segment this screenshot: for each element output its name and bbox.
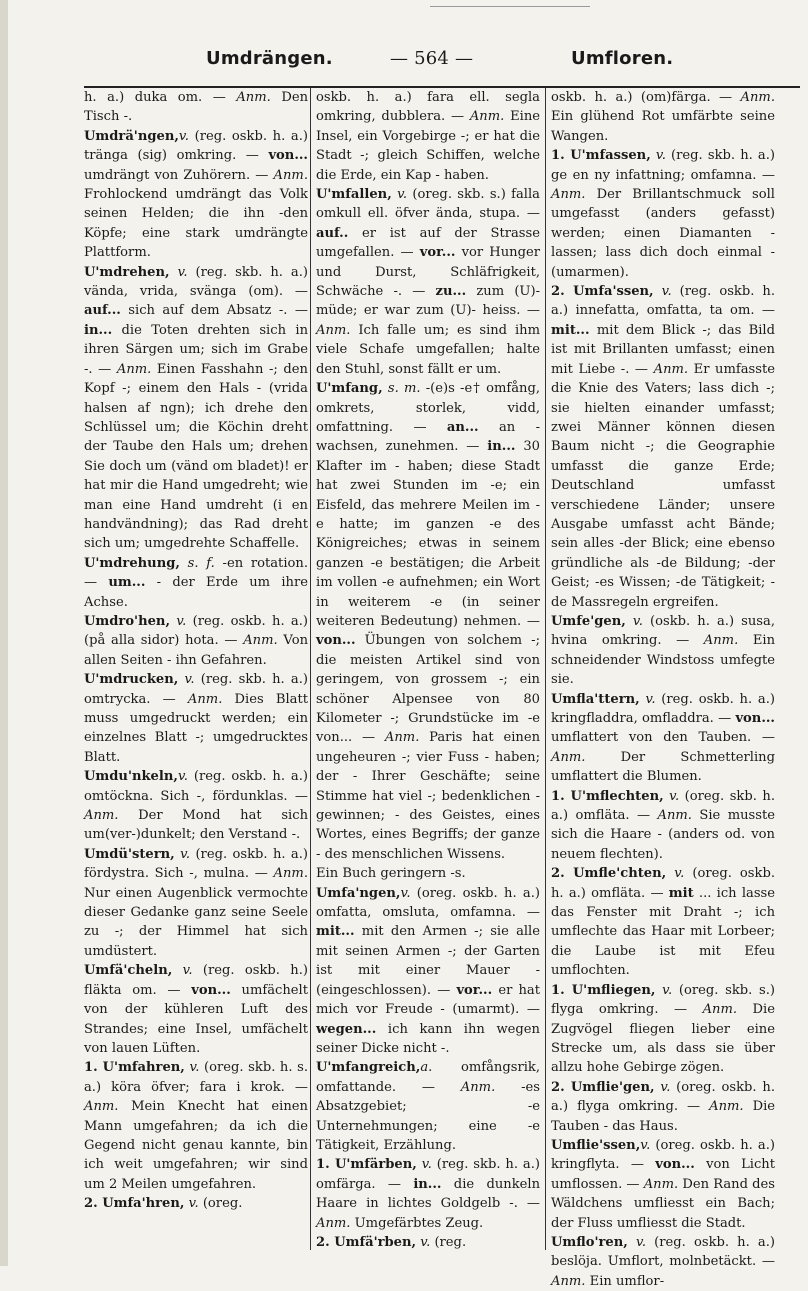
- entry-text: (reg.: [430, 1234, 467, 1250]
- entry-headword: mit: [668, 885, 694, 901]
- entry-text: Frohlockend umdrängt das Volk seinen Helden; die ihn -den Köpfe; eine stark umdrängte Plattform.: [84, 187, 308, 261]
- entry-abbreviation: v.: [177, 769, 188, 785]
- entry-text: (reg. oskb. h. a.) omtöckna. Sich -, fördunklas. —: [84, 769, 308, 804]
- entry-text: -es Absatzgebiet; -e Unternehmungen; eine -e Tätigkeit, Erzählung.: [316, 1079, 540, 1153]
- entry-abbreviation: Anm.: [384, 730, 420, 746]
- entry-text: Die Tauben - das Haus.: [551, 1099, 775, 1134]
- entry-text: umfächelt von der kühleren Luft des Strandes; eine Insel, umfächelt von lauen Lüften.: [84, 982, 308, 1056]
- dictionary-entry: [551, 864, 775, 980]
- entry-abbreviation: v.: [188, 1196, 199, 1212]
- entry-headword: von...: [191, 982, 231, 998]
- entry-abbreviation: Anm.: [643, 1176, 679, 1192]
- entry-abbreviation: Anm.: [236, 90, 271, 105]
- entry-text: ich kann ihn wegen seiner Dicke nicht -.: [316, 1021, 540, 1056]
- entry-headword: Umflie'ssen,: [551, 1137, 641, 1153]
- dictionary-entry: [84, 845, 308, 961]
- entry-text: mit den Armen -; sie alle mit seinen Armen -; der Garten ist mit einer Mauer - (eingeschlossen). —: [316, 924, 540, 998]
- entry-text: Eine Insel, ein Vorgebirge -; er hat die Stadt -; gleich Schiffen, welche die Erde, ein Kap - haben.: [316, 109, 540, 183]
- entry-text: mit dem Blick -; das Bild ist mit Brillanten umfasst; einen mit Liebe -. —: [551, 322, 775, 377]
- entry-text: Der Mond hat sich um(ver-)dunkelt; den Verstand -.: [84, 808, 308, 843]
- entry-headword: in...: [84, 322, 113, 338]
- dictionary-entry: [316, 1155, 540, 1233]
- entry-abbreviation: Anm.: [84, 808, 119, 824]
- entry-abbreviation: v.: [176, 613, 187, 629]
- entry-headword: mit...: [551, 322, 590, 338]
- entry-text: 30 Klafter im - haben; diese Stadt hat zwei Stunden im -e; ein Eisfeld, das mehrere Meilen im -e hatte; im ganzen -e des Königreiches; etwas in seinem ganzen -e bestätigen; die Arbeit im vollen -e aufnehmen; ein Wort in weiterem -e (in seiner weiteren Bedeutung) nehmen. —: [316, 439, 540, 629]
- page-edge: [0, 0, 8, 1266]
- dictionary-entry: [316, 185, 540, 379]
- entry-text: (oreg. oskb. h. a.) omfläta. —: [551, 866, 776, 901]
- entry-headword: Umfla'ttern,: [551, 691, 640, 707]
- entry-headword: 2. Umfle'chten,: [551, 866, 667, 882]
- entry-headword: 1. U'mflechten,: [551, 788, 664, 804]
- entry-text: (oreg. skb. s.) flyga omkring. —: [551, 982, 775, 1018]
- entry-abbreviation: Anm.: [740, 90, 775, 105]
- entry-text: (oreg. skb. h. a.) omfläta. —: [551, 788, 775, 824]
- entry-text: [628, 1235, 636, 1250]
- entry-abbreviation: Anm.: [709, 1099, 744, 1115]
- entry-text: Umgefärbtes Zeug.: [350, 1215, 484, 1231]
- entry-headword: 2. Umfä'rben,: [316, 1234, 417, 1250]
- entry-text: Von allen Seiten - ihn Gefahren.: [84, 633, 309, 668]
- entry-text: omfångsrik, omfattande. —: [316, 1060, 540, 1095]
- entry-text: (reg. oskb. h. a.) tränga (sig) omkring. —: [84, 128, 308, 164]
- entry-abbreviation: Anm.: [273, 167, 308, 183]
- header-last-word: Umfloren.: [571, 48, 674, 69]
- entry-headword: wegen...: [316, 1021, 377, 1037]
- entry-text: er ist auf der Strasse umgefallen. —: [316, 225, 540, 261]
- entry-text: (reg. oskb. h. a.) (på alla sidor) hota. —: [84, 613, 308, 649]
- entry-text: Ein Buch geringern -s.: [316, 866, 466, 882]
- entry-abbreviation: v.: [397, 187, 408, 203]
- entry-headword: vor...: [419, 245, 456, 261]
- dictionary-entry: [316, 884, 540, 1059]
- entry-text: Er umfasste die Knie des Vaters; lass dich -; sie hielten einander umfasst; zwei Männer können diesen Baum nicht -; die Geographie umfasst die ganze Erde; Deutschland umfasst verschiedene Länder; unsere Ausgabe umfasst acht Bände; sein alles -der Blick; eine ebenso gründliche als -de Bildung; -der Geist; -es Wissen; -de Tätigkeit; -de Massregeln ergreifen.: [551, 361, 775, 610]
- entry-headword: 2. Umfa'hren,: [84, 1196, 185, 1212]
- entry-text: - der Erde um ihre Achse.: [84, 575, 308, 610]
- entry-abbreviation: v.: [184, 672, 195, 688]
- dictionary-entry: [551, 146, 775, 282]
- column-divider: [310, 88, 311, 1250]
- entry-text: an - wachsen, zunehmen. —: [316, 419, 540, 455]
- entry-text: Den Tisch -.: [84, 90, 309, 125]
- entry-headword: von...: [268, 148, 308, 164]
- entry-text: (oreg. oskb. h. a.) flyga omkring. —: [551, 1079, 775, 1115]
- entry-abbreviation: Anm.: [653, 361, 689, 377]
- column-divider: [545, 88, 546, 1250]
- entry-text: sich auf dem Absatz -. —: [120, 303, 308, 319]
- header-first-word: Umdrängen.: [206, 48, 333, 69]
- dictionary-entry: [316, 88, 540, 185]
- entry-headword: Umdro'hen,: [84, 613, 170, 629]
- entry-abbreviation: s. m.: [387, 381, 421, 397]
- dictionary-entry: [551, 282, 775, 612]
- entry-text: umdrängt von Zuhörern. —: [84, 167, 274, 183]
- entry-text: Einen Fasshahn -; den Kopf -; einem den Hals - (vrida halsen af ngn); ich drehe den Schlüssel um; die Köchin dreht der Taube den Hals um; drehen Sie doch um (vänd om bladet)! er hat mir die Hand umgedreht; wie man eine Hand umdreht (i en handvändning); das Rad dreht sich um; umgedrehte Schaffelle.: [84, 361, 308, 552]
- entry-headword: von...: [316, 633, 356, 649]
- entry-headword: U'mfangreich,: [316, 1060, 421, 1076]
- entry-abbreviation: Anm.: [316, 1215, 351, 1231]
- entry-text: (reg. oskb. h.) fläkta om. —: [84, 963, 308, 998]
- entry-headword: 1. U'mfliegen,: [551, 982, 656, 998]
- entry-text: [170, 265, 178, 280]
- column-right: [551, 88, 776, 1289]
- entry-abbreviation: Anm.: [84, 1099, 119, 1115]
- entry-headword: in...: [413, 1176, 442, 1192]
- dictionary-entry: [84, 263, 308, 554]
- entry-text: Ein schneidender Windstoss umfegte sie.: [551, 633, 775, 688]
- entry-abbreviation: Anm.: [551, 1273, 586, 1289]
- entry-text: Ich falle um; es sind ihm viele Schafe umgefallen; halte den Stuhl, sonst fällt er um.: [316, 322, 540, 377]
- entry-text: (reg. oskb. h. a.) beslöja. Umflort, molnbetäckt. —: [551, 1234, 776, 1270]
- entry-abbreviation: v.: [420, 1234, 431, 1250]
- entry-text: Die Zugvögel fliegen lieber eine Strecke um, als dass sie über allzu hohe Gebirge zögen.: [551, 1002, 775, 1076]
- entry-text: (oskb. h. a.) susa, hvina omkring. —: [551, 613, 775, 649]
- entry-text: Übungen von solchem -; die meisten Artikel sind von geringem, von grossem -; ein schöner Alpensee von 80 Kilometer -; Grundstücke im -e von... —: [316, 633, 540, 746]
- entry-headword: Umdrä'ngen,: [84, 128, 179, 144]
- dictionary-entry: [84, 767, 308, 845]
- entry-text: (oreg. skb. h. s. a.) köra öfver; fara i krok. —: [84, 1060, 308, 1095]
- entry-abbreviation: v.: [655, 148, 666, 164]
- entry-text: -en rotation. —: [84, 555, 308, 591]
- dictionary-entry: [551, 1078, 775, 1136]
- entry-headword: 2. Umfa'ssen,: [551, 284, 654, 300]
- dictionary-entry: [84, 1058, 308, 1194]
- entry-abbreviation: Anm.: [460, 1079, 496, 1095]
- dictionary-entry: [551, 787, 775, 865]
- entry-text: h. a.) duka om. —: [84, 90, 237, 105]
- entry-text: [654, 284, 662, 299]
- entry-abbreviation: Anm.: [469, 109, 505, 125]
- entry-headword: in...: [487, 439, 516, 455]
- entry-headword: auf...: [84, 303, 121, 319]
- entry-abbreviation: v.: [421, 1157, 432, 1173]
- dictionary-entry: [84, 612, 308, 670]
- dictionary-entry: [84, 554, 308, 612]
- dictionary-entry: [316, 864, 540, 883]
- entry-text: (oreg.: [198, 1196, 243, 1212]
- entry-headword: vor...: [456, 982, 493, 998]
- entry-headword: Umflo'ren,: [551, 1234, 628, 1250]
- entry-headword: um...: [108, 575, 146, 591]
- entry-abbreviation: Anm.: [116, 361, 152, 377]
- dictionary-entry: [316, 379, 540, 864]
- entry-abbreviation: v.: [177, 264, 188, 280]
- entry-text: (reg. skb. h. a.) vända, vrida, svänga (om). —: [84, 264, 308, 300]
- entry-text: (oreg. oskb. h. a.) omfatta, omsluta, omfamna. —: [316, 885, 540, 921]
- entry-abbreviation: Anm.: [657, 808, 692, 824]
- entry-abbreviation: Anm.: [316, 322, 351, 338]
- entry-headword: Umfä'cheln,: [84, 963, 173, 979]
- entry-abbreviation: Anm.: [243, 633, 278, 649]
- entry-text: (reg. oskb. h. a.) kringfladdra, omfladdra. —: [551, 691, 775, 726]
- entry-abbreviation: v.: [632, 613, 643, 629]
- entry-headword: U'mfallen,: [316, 187, 392, 203]
- entry-abbreviation: s. f.: [187, 555, 215, 571]
- dictionary-entry: [551, 1233, 775, 1291]
- entry-text: [180, 556, 188, 571]
- dictionary-entry: [316, 1233, 540, 1252]
- entry-text: Den Rand des Wäldchens umfliesst ein Bach; der Fluss umfliesst die Stadt.: [551, 1176, 776, 1231]
- entry-text: er hat mich vor Freude - (umarmt). —: [316, 982, 540, 1018]
- entry-abbreviation: Anm.: [551, 187, 586, 203]
- entry-headword: Umdü'stern,: [84, 846, 175, 862]
- page-top-mark: [430, 6, 590, 11]
- entry-headword: 2. Umflie'gen,: [551, 1079, 655, 1095]
- entry-abbreviation: v.: [182, 963, 193, 979]
- entry-text: Nur einen Augenblick vermochte dieser Gedanke ganz seine Seele zu -; der Himmel hat sich umdüstert.: [84, 885, 308, 959]
- entry-text: [172, 963, 182, 978]
- entry-abbreviation: v.: [661, 284, 672, 300]
- entry-abbreviation: Anm.: [187, 691, 223, 707]
- entry-headword: U'mdrehen,: [84, 264, 170, 280]
- entry-text: Mein Knecht hat einen Mann umgefahren; da ich die Gegend nicht genau kannte, bin ich weit umgefahren; wir sind um 2 Meilen umgefahren.: [84, 1099, 308, 1192]
- entry-text: die dunkeln Haare in lichtes Goldgelb -. —: [316, 1176, 540, 1212]
- entry-abbreviation: v.: [636, 1234, 647, 1250]
- entry-text: Der Brillantschmuck soll umgefasst (anders gefasst) werden; einen Diamanten - lassen; lass dich doch einmal - (umarmen).: [551, 187, 775, 280]
- entry-text: Paris hat einen ungeheuren -; vier Fuss - haben; der - Ihrer Geschäfte; seine Stimme hat viel -; bedenklichen - gewinnen; - des Geistes, eines Wortes, eines Begriffs; der ganze - des menschlichen Wissens.: [316, 730, 540, 862]
- column-middle: [316, 88, 540, 1248]
- entry-text: Dies Blatt muss umgedruckt werden; ein einzelnes Blatt -; umgedrucktes Blatt.: [84, 691, 308, 765]
- entry-text: Ein umflor-: [585, 1273, 665, 1289]
- page-number: — 564 —: [390, 48, 474, 69]
- entry-headword: mit...: [316, 924, 355, 940]
- entry-text: (reg. skb. h. a.) omtrycka. —: [84, 672, 308, 707]
- entry-abbreviation: v.: [660, 1079, 671, 1095]
- dictionary-entry: [551, 88, 775, 146]
- entry-abbreviation: v.: [674, 866, 685, 882]
- entry-headword: Umdu'nkeln,: [84, 769, 178, 785]
- dictionary-entry: [84, 88, 308, 127]
- entry-abbreviation: a.: [420, 1060, 433, 1076]
- dictionary-entry: [551, 612, 775, 690]
- entry-abbreviation: v.: [669, 788, 680, 804]
- entry-text: (reg. skb. h. a.) omfärga. —: [316, 1157, 540, 1192]
- entry-abbreviation: v.: [640, 1137, 651, 1153]
- entry-text: die Toten drehten sich in ihren Särgen um; sich im Grabe -. —: [84, 322, 308, 377]
- running-header: [0, 28, 808, 76]
- dictionary-entry: [84, 961, 308, 1058]
- dictionary-entry: [551, 690, 775, 787]
- entry-headword: 1. U'mfahren,: [84, 1060, 185, 1076]
- entry-abbreviation: v.: [189, 1060, 200, 1076]
- entry-text: Ein glühend Rot umfärbte seine Wangen.: [551, 109, 775, 144]
- entry-text: (reg. oskb. h. a.) innefatta, omfatta, ta om. —: [551, 284, 776, 319]
- entry-text: zum (U)- müde; er war zum (U)- heiss. —: [316, 284, 541, 319]
- entry-headword: von...: [735, 711, 775, 726]
- entry-text: Der Schmetterling umflattert die Blumen.: [551, 749, 775, 785]
- entry-text: (reg. oskb. h. a.) fördystra. Sich -, mulna. —: [84, 846, 308, 882]
- entry-abbreviation: v.: [178, 128, 189, 144]
- entry-abbreviation: v.: [400, 885, 411, 901]
- entry-headword: U'mdrehung,: [84, 555, 180, 571]
- entry-headword: Umfa'ngen,: [316, 885, 401, 901]
- entry-abbreviation: Anm.: [702, 1002, 738, 1018]
- entry-abbreviation: Anm.: [273, 866, 308, 882]
- entry-abbreviation: v.: [180, 846, 191, 862]
- dictionary-entry: [84, 670, 308, 767]
- entry-text: oskb. h. a.) fara ell. segla omkring, dubblera. —: [316, 90, 540, 125]
- entry-abbreviation: Anm.: [551, 749, 586, 765]
- entry-text: von Licht umflossen. —: [551, 1157, 775, 1192]
- entry-text: (oreg. skb. s.) falla omkull ell. öfver ända, stupa. —: [316, 187, 540, 222]
- entry-headword: U'mfang,: [316, 381, 383, 397]
- entry-headword: auf..: [316, 225, 349, 241]
- entry-text: umflattert von den Tauben. —: [551, 730, 775, 746]
- entry-abbreviation: v.: [662, 982, 673, 998]
- entry-text: [626, 614, 633, 629]
- entry-headword: 1. U'mfärben,: [316, 1157, 417, 1173]
- entry-abbreviation: v.: [645, 691, 656, 707]
- column-left: [84, 88, 308, 1248]
- entry-text: (oreg. oskb. h. a.) kringflyta. —: [551, 1137, 775, 1173]
- dictionary-entry: [551, 981, 775, 1078]
- entry-text: -(e)s -e† omfång, omkrets, storlek, vidd, omfattning. —: [316, 381, 540, 435]
- entry-text: oskb. h. a.) (om)färga. —: [551, 90, 741, 105]
- entry-text: ... ich lasse das Fenster mit Draht -; ich umflechte das Haar mit Lorbeer; die Laube ist mit Efeu umflochten.: [551, 885, 776, 979]
- entry-headword: U'mdrucken,: [84, 672, 179, 688]
- entry-headword: 1. U'mfassen,: [551, 148, 651, 164]
- entry-abbreviation: Anm.: [703, 633, 739, 649]
- dictionary-entry: [551, 1136, 775, 1233]
- entry-headword: Umfe'gen,: [551, 613, 626, 629]
- dictionary-entry: [316, 1058, 540, 1155]
- dictionary-entry: [84, 1194, 308, 1213]
- entry-text: (reg. skb. h. a.) ge en ny infattning; omfamna. —: [551, 148, 775, 183]
- entry-headword: an...: [446, 419, 479, 435]
- entry-text: Sie musste sich die Haare - (anders od. von neuem flechten).: [551, 808, 776, 862]
- entry-text: vor Hunger und Durst, Schläfrigkeit, Schwäche -. —: [316, 245, 540, 300]
- entry-headword: von...: [655, 1157, 695, 1173]
- dictionary-entry: [84, 127, 308, 263]
- entry-headword: zu...: [435, 284, 467, 300]
